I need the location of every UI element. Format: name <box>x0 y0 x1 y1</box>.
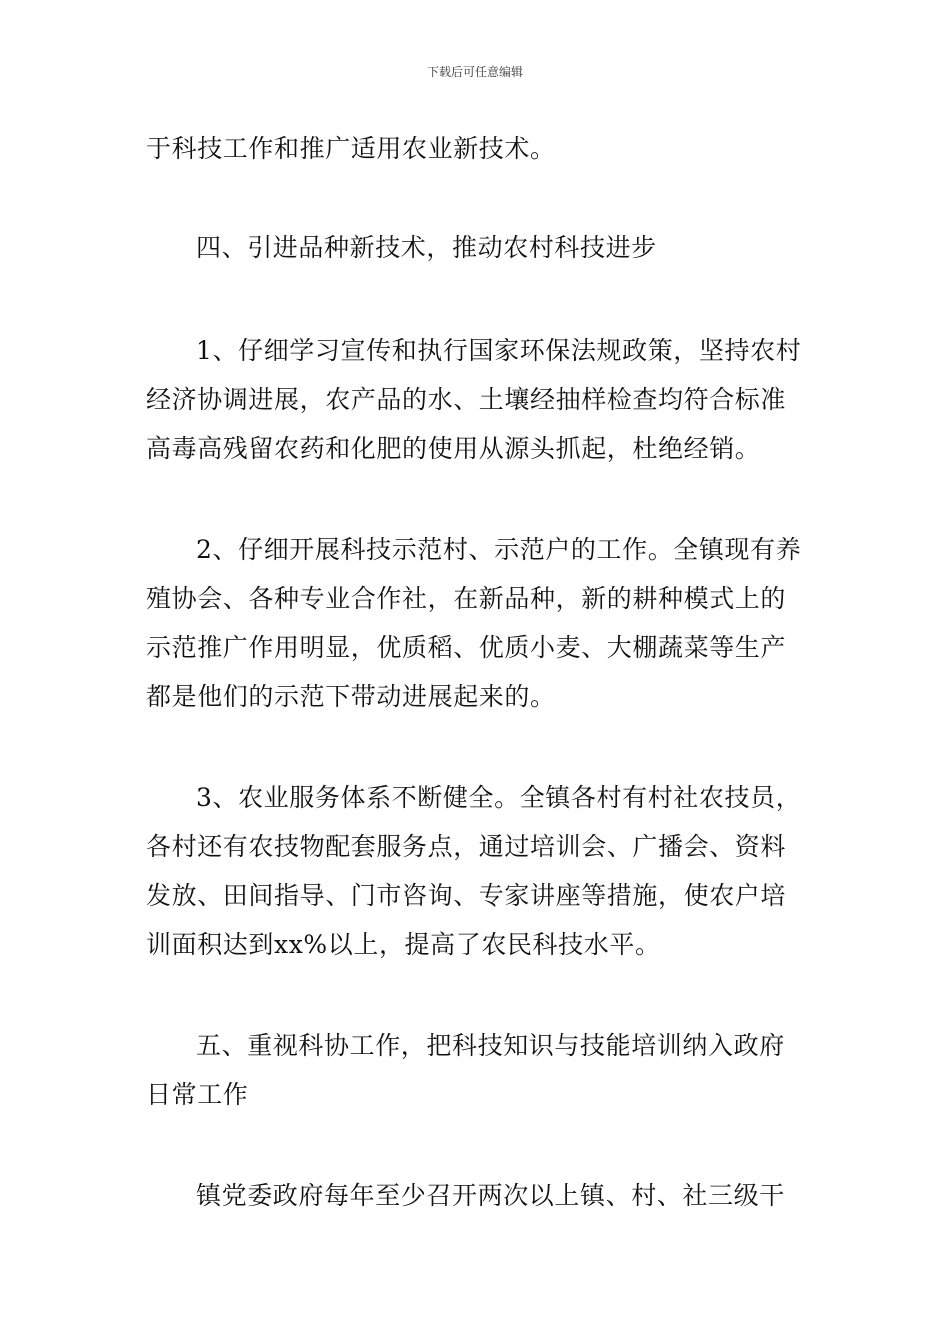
section-heading: 五、重视科协工作，把科技知识与技能培训纳入政府 <box>196 1031 785 1060</box>
paragraph-line: 发放、田间指导、门市咨询、专家讲座等措施，使农户培 <box>146 881 787 910</box>
section-heading: 日常工作 <box>146 1080 249 1109</box>
paragraph-line: 高毒高残留农药和化肥的使用从源头抓起，杜绝经销。 <box>146 434 761 463</box>
paragraph-line: 于科技工作和推广适用农业新技术。 <box>146 134 556 163</box>
paragraph-line: 1、仔细学习宣传和执行国家环保法规政策，坚持农村 <box>196 336 802 365</box>
paragraph-line: 示范推广作用明显，优质稻、优质小麦、大棚蔬菜等生产 <box>146 633 787 662</box>
paragraph-line: 各村还有农技物配套服务点，通过培训会、广播会、资料 <box>146 832 787 861</box>
paragraph-line: 都是他们的示范下带动进展起来的。 <box>146 682 556 711</box>
section-heading: 四、引进品种新技术，推动农村科技进步 <box>196 233 657 262</box>
paragraph-line: 镇党委政府每年至少召开两次以上镇、村、社三级干 <box>196 1181 785 1210</box>
paragraph-line: 3、农业服务体系不断健全。全镇各村有村社农技员， <box>196 783 802 812</box>
page-header-caption: 下载后可任意编辑 <box>426 65 523 79</box>
paragraph-line: 经济协调进展，农产品的水、土壤经抽样检查均符合标准 <box>146 385 787 414</box>
paragraph-line: 2、仔细开展科技示范村、示范户的工作。全镇现有养 <box>196 535 802 564</box>
paragraph-line: 殖协会、各种专业合作社，在新品种，新的耕种模式上的 <box>146 584 787 613</box>
paragraph-line: 训面积达到xx%以上，提高了农民科技水平。 <box>146 930 661 959</box>
